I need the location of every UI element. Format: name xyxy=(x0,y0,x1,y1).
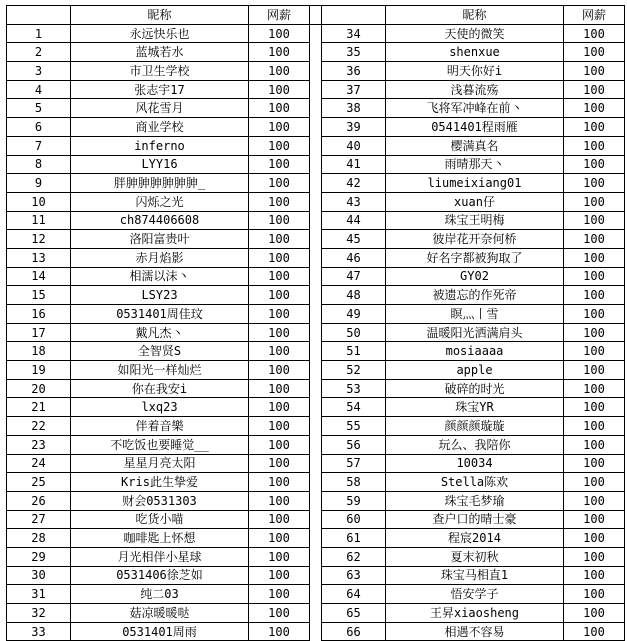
row-index-cell: 12 xyxy=(7,230,71,249)
table-row xyxy=(7,211,625,230)
nickname-cell: 菇凉暖暖哒 xyxy=(71,604,249,623)
row-index-cell: 7 xyxy=(7,136,71,155)
row-index-cell: 58 xyxy=(322,473,386,492)
row-index-cell: 57 xyxy=(322,454,386,473)
row-index-cell: 50 xyxy=(322,323,386,342)
salary-cell: 100 xyxy=(564,323,625,342)
column-gap xyxy=(310,62,322,81)
nickname-cell: 全智贤S xyxy=(71,342,249,361)
nickname-cell: Stella陈欢 xyxy=(386,473,564,492)
column-gap xyxy=(310,323,322,342)
salary-cell: 100 xyxy=(564,248,625,267)
row-index-cell: 59 xyxy=(322,491,386,510)
row-index-cell: 3 xyxy=(7,62,71,81)
row-index-cell: 14 xyxy=(7,267,71,286)
row-index-cell: 40 xyxy=(322,136,386,155)
salary-cell: 100 xyxy=(564,398,625,417)
column-gap xyxy=(310,305,322,324)
table-row xyxy=(7,585,625,604)
table-row xyxy=(7,398,625,417)
nickname-cell: 戴凡杰丶 xyxy=(71,323,249,342)
salary-cell: 100 xyxy=(564,510,625,529)
nickname-cell: 相濡以沫丶 xyxy=(71,267,249,286)
row-index-cell: 30 xyxy=(7,566,71,585)
column-gap xyxy=(310,155,322,174)
row-index-cell: 20 xyxy=(7,379,71,398)
row-index-cell: 54 xyxy=(322,398,386,417)
row-index-cell: 60 xyxy=(322,510,386,529)
row-index-cell: 21 xyxy=(7,398,71,417)
salary-cell: 100 xyxy=(249,604,310,623)
nickname-cell: 市卫生学校 xyxy=(71,62,249,81)
table-row xyxy=(7,510,625,529)
table-row xyxy=(7,529,625,548)
salary-cell: 100 xyxy=(564,267,625,286)
nickname-cell: 飞将军冲峰在前丶 xyxy=(386,99,564,118)
column-gap xyxy=(310,230,322,249)
salary-cell: 100 xyxy=(564,585,625,604)
nickname-cell: LYY16 xyxy=(71,155,249,174)
row-index-cell: 8 xyxy=(7,155,71,174)
nickname-cell: 玩么、我陪你 xyxy=(386,435,564,454)
nickname-cell: 天使的微笑 xyxy=(386,24,564,43)
salary-cell: 100 xyxy=(564,622,625,641)
table-row xyxy=(7,118,625,137)
column-gap xyxy=(310,192,322,211)
column-gap xyxy=(310,118,322,137)
nickname-cell: 胖胂胂胂胂胂胂_ xyxy=(71,174,249,193)
ranking-table xyxy=(6,5,625,641)
salary-cell: 100 xyxy=(564,211,625,230)
row-index-cell: 25 xyxy=(7,473,71,492)
salary-cell: 100 xyxy=(564,192,625,211)
nickname-cell: 咖啡匙上怀想 xyxy=(71,529,249,548)
nickname-cell: 珠宝王明梅 xyxy=(386,211,564,230)
table-row xyxy=(7,547,625,566)
row-index-cell: 36 xyxy=(322,62,386,81)
row-index-cell: 41 xyxy=(322,155,386,174)
nickname-cell: 张志宇17 xyxy=(71,80,249,99)
salary-cell: 100 xyxy=(564,379,625,398)
index-header-right xyxy=(322,6,386,25)
salary-cell: 100 xyxy=(564,24,625,43)
nickname-cell: 樱满真名 xyxy=(386,136,564,155)
salary-cell: 100 xyxy=(564,529,625,548)
row-index-cell: 64 xyxy=(322,585,386,604)
row-index-cell: 29 xyxy=(7,547,71,566)
nickname-cell: 相遇不容易 xyxy=(386,622,564,641)
nickname-cell: 明天你好i xyxy=(386,62,564,81)
table-row xyxy=(7,566,625,585)
nickname-cell: 商业学校 xyxy=(71,118,249,137)
table-row xyxy=(7,267,625,286)
nickname-cell: 好名字都被狗取了 xyxy=(386,248,564,267)
nickname-cell: 赤月焰影 xyxy=(71,248,249,267)
table-row xyxy=(7,604,625,623)
row-index-cell: 27 xyxy=(7,510,71,529)
row-index-cell: 34 xyxy=(322,24,386,43)
nickname-cell: 悟安学子 xyxy=(386,585,564,604)
nickname-cell: 财会0531303 xyxy=(71,491,249,510)
salary-cell: 100 xyxy=(564,342,625,361)
nickname-cell: 程宸2014 xyxy=(386,529,564,548)
nickname-cell: 雨晴那天丶 xyxy=(386,155,564,174)
nickname-cell: 如阳光一样灿烂 xyxy=(71,361,249,380)
nickname-cell: 星星月亮太阳 xyxy=(71,454,249,473)
nickname-cell: 0531406徐芝如 xyxy=(71,566,249,585)
column-gap xyxy=(310,136,322,155)
salary-cell: 100 xyxy=(249,323,310,342)
nickname-cell: 瞑灬丨雪 xyxy=(386,305,564,324)
row-index-cell: 15 xyxy=(7,286,71,305)
table-row xyxy=(7,379,625,398)
table-row xyxy=(7,24,625,43)
row-index-cell: 39 xyxy=(322,118,386,137)
table-row xyxy=(7,473,625,492)
nickname-cell: 破碎的时光 xyxy=(386,379,564,398)
row-index-cell: 2 xyxy=(7,43,71,62)
column-gap xyxy=(310,604,322,623)
salary-cell: 100 xyxy=(249,99,310,118)
row-index-cell: 53 xyxy=(322,379,386,398)
row-index-cell: 23 xyxy=(7,435,71,454)
salary-cell: 100 xyxy=(564,454,625,473)
salary-cell: 100 xyxy=(564,80,625,99)
salary-cell: 100 xyxy=(249,136,310,155)
nickname-cell: 闪烁之光 xyxy=(71,192,249,211)
nickname-cell: 0541401程雨雁 xyxy=(386,118,564,137)
row-index-cell: 33 xyxy=(7,622,71,641)
table-row xyxy=(7,174,625,193)
row-index-cell: 13 xyxy=(7,248,71,267)
row-index-cell: 44 xyxy=(322,211,386,230)
row-index-cell: 38 xyxy=(322,99,386,118)
salary-cell: 100 xyxy=(249,454,310,473)
salary-cell: 100 xyxy=(249,622,310,641)
column-gap xyxy=(310,99,322,118)
salary-cell: 100 xyxy=(249,585,310,604)
salary-cell: 100 xyxy=(564,305,625,324)
salary-cell: 100 xyxy=(249,211,310,230)
table-row xyxy=(7,248,625,267)
nickname-cell: GY02 xyxy=(386,267,564,286)
salary-cell: 100 xyxy=(564,99,625,118)
nickname-cell: Kris此生挚爱 xyxy=(71,473,249,492)
index-header-left xyxy=(7,6,71,25)
salary-cell: 100 xyxy=(249,43,310,62)
table-row xyxy=(7,323,625,342)
nickname-header-right: 昵称 xyxy=(386,6,564,25)
nickname-cell: 被遗忘的作死帝 xyxy=(386,286,564,305)
row-index-cell: 10 xyxy=(7,192,71,211)
column-gap xyxy=(310,248,322,267)
salary-cell: 100 xyxy=(249,379,310,398)
nickname-cell: 0531401周佳玟 xyxy=(71,305,249,324)
salary-cell: 100 xyxy=(249,80,310,99)
row-index-cell: 65 xyxy=(322,604,386,623)
salary-cell: 100 xyxy=(249,510,310,529)
salary-cell: 100 xyxy=(564,435,625,454)
column-gap xyxy=(310,24,322,43)
salary-cell: 100 xyxy=(249,192,310,211)
salary-cell: 100 xyxy=(249,473,310,492)
row-index-cell: 24 xyxy=(7,454,71,473)
salary-cell: 100 xyxy=(249,342,310,361)
column-gap xyxy=(310,379,322,398)
salary-cell: 100 xyxy=(564,547,625,566)
header-row xyxy=(7,6,625,25)
nickname-cell: lxq23 xyxy=(71,398,249,417)
column-gap xyxy=(310,361,322,380)
table-row xyxy=(7,62,625,81)
salary-cell: 100 xyxy=(249,155,310,174)
column-gap xyxy=(310,566,322,585)
salary-cell: 100 xyxy=(564,286,625,305)
salary-header-right: 网薪 xyxy=(564,6,625,25)
nickname-cell: mosiaaaa xyxy=(386,342,564,361)
salary-cell: 100 xyxy=(249,435,310,454)
row-index-cell: 22 xyxy=(7,417,71,436)
column-gap xyxy=(310,43,322,62)
salary-cell: 100 xyxy=(249,267,310,286)
row-index-cell: 16 xyxy=(7,305,71,324)
column-gap xyxy=(310,398,322,417)
salary-cell: 100 xyxy=(564,566,625,585)
salary-cell: 100 xyxy=(249,529,310,548)
table-row xyxy=(7,622,625,641)
row-index-cell: 32 xyxy=(7,604,71,623)
row-index-cell: 4 xyxy=(7,80,71,99)
salary-cell: 100 xyxy=(249,398,310,417)
table-row xyxy=(7,417,625,436)
nickname-cell: 不吃饭也要睡觉__ xyxy=(71,435,249,454)
nickname-cell: apple xyxy=(386,361,564,380)
column-gap xyxy=(310,174,322,193)
nickname-cell: liumeixiang01 xyxy=(386,174,564,193)
column-gap xyxy=(310,622,322,641)
table-row xyxy=(7,361,625,380)
table-row xyxy=(7,435,625,454)
column-gap xyxy=(310,473,322,492)
salary-cell: 100 xyxy=(249,174,310,193)
salary-cell: 100 xyxy=(249,248,310,267)
row-index-cell: 1 xyxy=(7,24,71,43)
column-gap xyxy=(310,417,322,436)
nickname-cell: 月光相伴小星球 xyxy=(71,547,249,566)
row-index-cell: 51 xyxy=(322,342,386,361)
salary-cell: 100 xyxy=(564,361,625,380)
nickname-cell: 王昇xiaosheng xyxy=(386,604,564,623)
column-gap xyxy=(310,435,322,454)
row-index-cell: 49 xyxy=(322,305,386,324)
salary-cell: 100 xyxy=(249,62,310,81)
column-gap xyxy=(310,80,322,99)
nickname-cell: 颜颜颜璇璇 xyxy=(386,417,564,436)
row-index-cell: 46 xyxy=(322,248,386,267)
row-index-cell: 55 xyxy=(322,417,386,436)
row-index-cell: 6 xyxy=(7,118,71,137)
salary-cell: 100 xyxy=(564,604,625,623)
row-index-cell: 31 xyxy=(7,585,71,604)
column-gap xyxy=(310,286,322,305)
salary-cell: 100 xyxy=(564,43,625,62)
row-index-cell: 42 xyxy=(322,174,386,193)
row-index-cell: 35 xyxy=(322,43,386,62)
nickname-cell: 吃货小喵 xyxy=(71,510,249,529)
column-gap xyxy=(310,342,322,361)
salary-cell: 100 xyxy=(564,62,625,81)
table-row xyxy=(7,43,625,62)
column-gap xyxy=(310,547,322,566)
column-gap xyxy=(310,529,322,548)
nickname-cell: ch874406608 xyxy=(71,211,249,230)
row-index-cell: 45 xyxy=(322,230,386,249)
salary-cell: 100 xyxy=(249,230,310,249)
row-index-cell: 63 xyxy=(322,566,386,585)
salary-cell: 100 xyxy=(249,491,310,510)
salary-cell: 100 xyxy=(249,566,310,585)
row-index-cell: 17 xyxy=(7,323,71,342)
table-row xyxy=(7,342,625,361)
salary-cell: 100 xyxy=(564,155,625,174)
nickname-cell: 珠宝YR xyxy=(386,398,564,417)
nickname-cell: shenxue xyxy=(386,43,564,62)
table-row xyxy=(7,305,625,324)
salary-cell: 100 xyxy=(564,136,625,155)
row-index-cell: 47 xyxy=(322,267,386,286)
row-index-cell: 11 xyxy=(7,211,71,230)
salary-cell: 100 xyxy=(249,305,310,324)
row-index-cell: 37 xyxy=(322,80,386,99)
salary-cell: 100 xyxy=(249,417,310,436)
salary-cell: 100 xyxy=(564,118,625,137)
salary-cell: 100 xyxy=(564,473,625,492)
row-index-cell: 48 xyxy=(322,286,386,305)
salary-cell: 100 xyxy=(249,547,310,566)
table-row xyxy=(7,192,625,211)
table-row xyxy=(7,230,625,249)
column-gap xyxy=(310,585,322,604)
nickname-cell: inferno xyxy=(71,136,249,155)
row-index-cell: 26 xyxy=(7,491,71,510)
nickname-cell: 0531401周雨 xyxy=(71,622,249,641)
salary-cell: 100 xyxy=(249,361,310,380)
table-row xyxy=(7,491,625,510)
nickname-cell: 查户口的晴士豪 xyxy=(386,510,564,529)
row-index-cell: 66 xyxy=(322,622,386,641)
salary-cell: 100 xyxy=(564,174,625,193)
salary-cell: 100 xyxy=(249,118,310,137)
nickname-cell: 伴着音樂 xyxy=(71,417,249,436)
row-index-cell: 18 xyxy=(7,342,71,361)
nickname-cell: 夏末初秋 xyxy=(386,547,564,566)
salary-cell: 100 xyxy=(249,286,310,305)
nickname-cell: 风花雪月 xyxy=(71,99,249,118)
row-index-cell: 61 xyxy=(322,529,386,548)
column-gap xyxy=(310,6,322,25)
table-row xyxy=(7,136,625,155)
nickname-cell: 珠宝毛梦瑜 xyxy=(386,491,564,510)
column-gap xyxy=(310,211,322,230)
table-row xyxy=(7,80,625,99)
salary-cell: 100 xyxy=(564,230,625,249)
row-index-cell: 9 xyxy=(7,174,71,193)
nickname-cell: 蓝城若水 xyxy=(71,43,249,62)
nickname-cell: 洛阳富贵叶 xyxy=(71,230,249,249)
nickname-header-left: 昵称 xyxy=(71,6,249,25)
nickname-cell: LSY23 xyxy=(71,286,249,305)
nickname-cell: 你在我安i xyxy=(71,379,249,398)
nickname-cell: 10034 xyxy=(386,454,564,473)
salary-cell: 100 xyxy=(564,491,625,510)
row-index-cell: 56 xyxy=(322,435,386,454)
nickname-cell: 彼岸花开奈何桥 xyxy=(386,230,564,249)
salary-header-left: 网薪 xyxy=(249,6,310,25)
nickname-cell: 永远快乐也 xyxy=(71,24,249,43)
nickname-cell: 温暖阳光洒满肩头 xyxy=(386,323,564,342)
row-index-cell: 52 xyxy=(322,361,386,380)
column-gap xyxy=(310,491,322,510)
nickname-cell: xuan仔 xyxy=(386,192,564,211)
salary-cell: 100 xyxy=(249,24,310,43)
nickname-cell: 纯二03 xyxy=(71,585,249,604)
table-row xyxy=(7,454,625,473)
salary-cell: 100 xyxy=(564,417,625,436)
column-gap xyxy=(310,267,322,286)
row-index-cell: 19 xyxy=(7,361,71,380)
row-index-cell: 28 xyxy=(7,529,71,548)
nickname-cell: 浅暮流殇 xyxy=(386,80,564,99)
table-row xyxy=(7,155,625,174)
row-index-cell: 43 xyxy=(322,192,386,211)
table-row xyxy=(7,99,625,118)
column-gap xyxy=(310,510,322,529)
column-gap xyxy=(310,454,322,473)
row-index-cell: 62 xyxy=(322,547,386,566)
table-row xyxy=(7,286,625,305)
row-index-cell: 5 xyxy=(7,99,71,118)
nickname-cell: 珠宝马相直1 xyxy=(386,566,564,585)
